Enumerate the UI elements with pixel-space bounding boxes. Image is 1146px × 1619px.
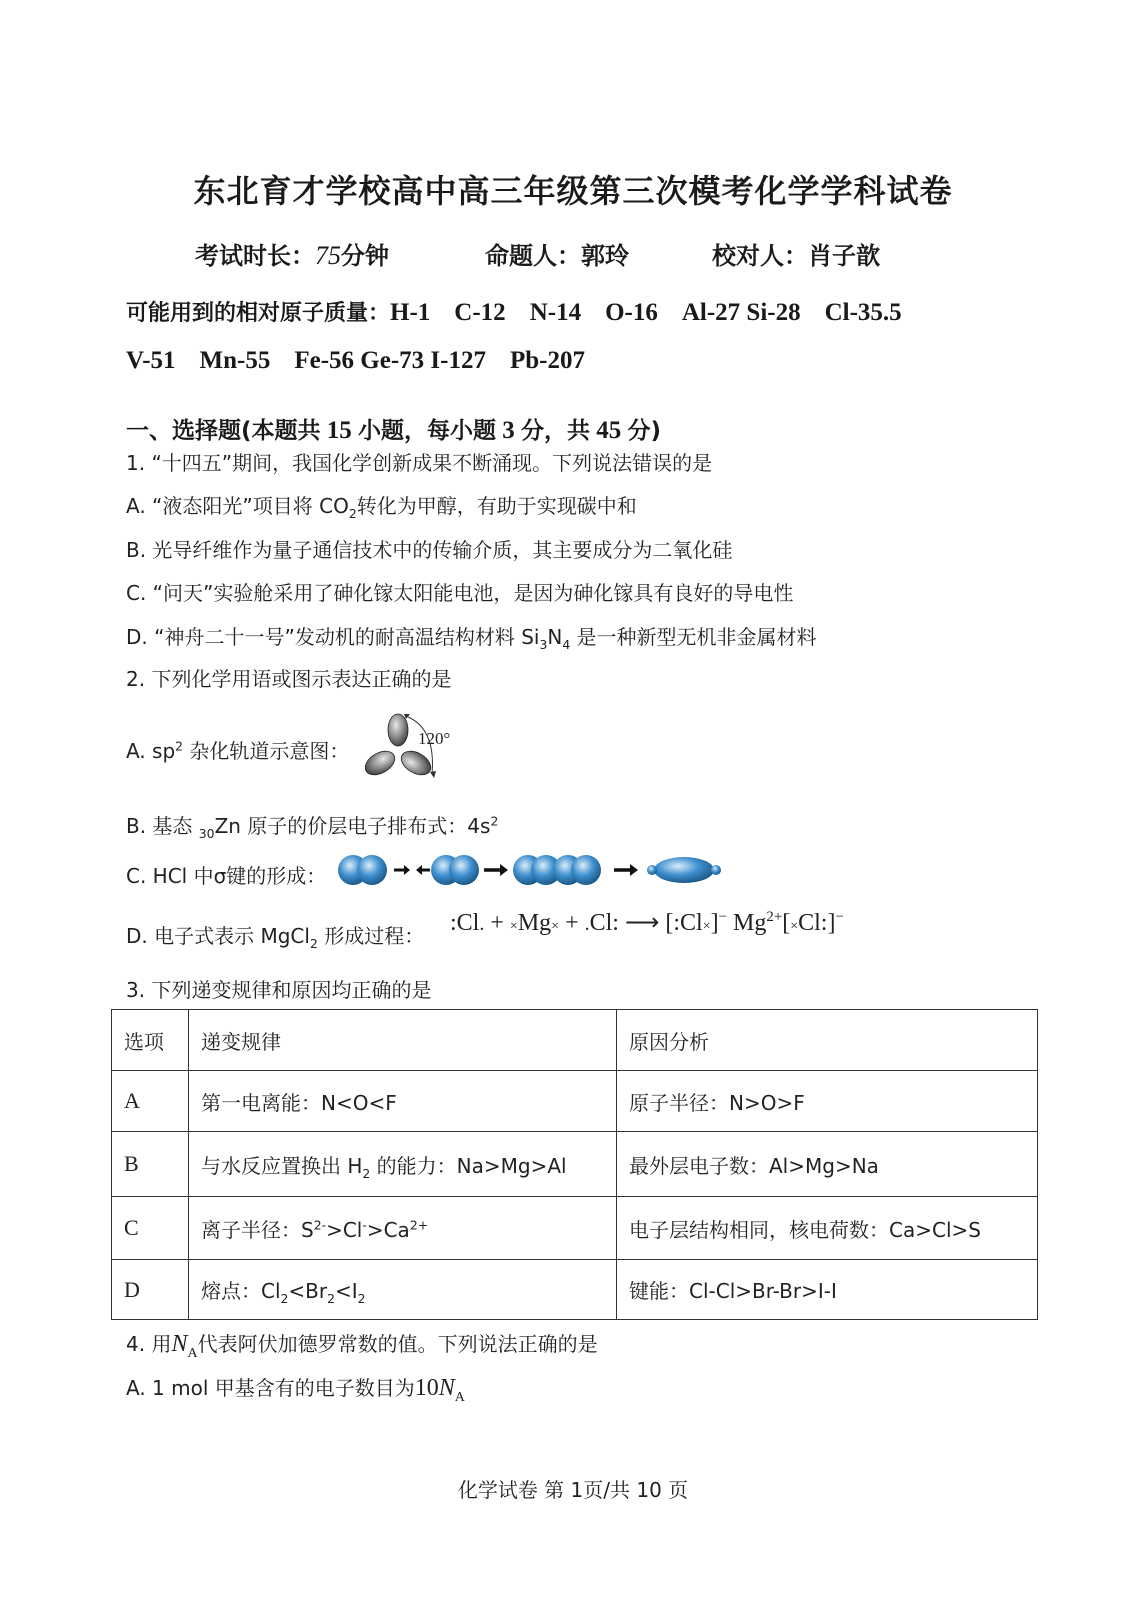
- q3-table: [111, 1009, 1038, 1320]
- q4-option-a: A. 1 mol 甲基含有的电子数目为$10N_A$: [126, 1375, 465, 1405]
- table-cell-reason: 原子半径：N>O>F: [617, 1071, 1038, 1132]
- table-cell-option: B: [112, 1132, 189, 1197]
- sp2-orbital-diagram: [358, 708, 468, 788]
- reaction-arrowhead-2: [630, 864, 638, 876]
- orbital-lobe-top: [388, 714, 408, 746]
- table-cell-rule: 第一电离能：N<O<F: [189, 1071, 617, 1132]
- sigma-bond-small-lobe-right: [711, 865, 721, 875]
- angle-arrowhead: [430, 771, 436, 778]
- plus-sign-2: +: [565, 910, 579, 936]
- cl-atom-1: :Cl.: [450, 910, 485, 936]
- table-row: [112, 1260, 1038, 1320]
- exam-duration: 考试时长：75分钟: [195, 241, 389, 270]
- q2-option-b: B. 基态 $_{30}$Zn 原子的价层电子排布式：$4s^2$: [126, 813, 499, 841]
- cl-ion-1-charge: −: [718, 909, 728, 925]
- mg-ion-charge: 2+: [766, 909, 783, 925]
- exam-title: 东北育才学校高中高三年级第三次模考化学学科试卷: [193, 172, 953, 210]
- table-cell-rule: 熔点：$Cl_2<Br_2<I_2$: [189, 1260, 617, 1320]
- table-cell-reason: 电子层结构相同，核电荷数：Ca>Cl>S: [617, 1197, 1038, 1260]
- approach-arrowhead-2: [416, 865, 422, 875]
- formation-arrow: ⟶: [624, 910, 660, 936]
- table-cell-reason: 最外层电子数：Al>Mg>Na: [617, 1132, 1038, 1197]
- table-cell-reason: 键能：Cl-Cl>Br-Br>I-I: [617, 1260, 1038, 1320]
- table-cell-option: A: [112, 1071, 189, 1132]
- table-row: [112, 1197, 1038, 1260]
- q2-stem: 2. 下列化学用语或图示表达正确的是: [126, 667, 452, 691]
- exam-proofreader: 校对人：肖子歆: [712, 242, 880, 270]
- table-row: [112, 1071, 1038, 1132]
- cl-ion-2-charge: −: [835, 909, 844, 925]
- mg-atom: Mg: [517, 910, 552, 936]
- q1-option-d: D. “神舟二十一号”发动机的耐高温结构材料 $Si_3N_4$ 是一种新型无机非金属材料: [126, 625, 817, 652]
- sigma-bond-formation-diagram: [338, 849, 728, 891]
- cl-p-orbital-right: [449, 855, 479, 885]
- cl-ion-2: Cl: [798, 910, 821, 936]
- table-header-rule: 递变规律: [189, 1010, 617, 1071]
- q1-option-c: C. “问天”实验舱采用了砷化镓太阳能电池，是因为砷化镓具有良好的导电性: [126, 581, 794, 605]
- atomic-mass-line-2: V-51 Mn-55 Fe-56 Ge-73 I-127 Pb-207: [126, 347, 585, 374]
- table-header-option: 选项: [112, 1010, 189, 1071]
- table-cell-option: C: [112, 1197, 189, 1260]
- q4-stem: 4. 用$N_A$代表阿伏加德罗常数的值。下列说法正确的是: [126, 1331, 598, 1361]
- q1-stem: 1. “十四五”期间，我国化学创新成果不断涌现。下列说法错误的是: [126, 451, 713, 475]
- page-footer: 化学试卷 第 1页/共 10 页: [457, 1478, 689, 1502]
- table-header-row: [112, 1010, 1038, 1071]
- cl-ion-1: Cl: [680, 910, 703, 936]
- q1-option-a: A. “液态阳光”项目将 $CO_2$转化为甲醇，有助于实现碳中和: [126, 494, 637, 521]
- plus-sign-1: +: [490, 910, 504, 936]
- reaction-arrowhead-1: [500, 864, 508, 876]
- mg-ion: Mg: [733, 910, 767, 936]
- atomic-mass-line-1: 可能用到的相对原子质量：H-1 C-12 N-14 O-16 Al-27 Si-28 Cl-35.5: [126, 299, 902, 326]
- q1-option-b: B. 光导纤维作为量子通信技术中的传输介质，其主要成分为二氧化硅: [126, 538, 733, 562]
- sigma-bond-small-lobe-left: [647, 865, 657, 875]
- sigma-bond-orbital: [654, 857, 714, 883]
- overlap-orbital-4: [571, 855, 601, 885]
- table-header-reason: 原因分析: [617, 1010, 1038, 1071]
- q2-option-d: D. 电子式表示 MgCl$_2$ 形成过程：: [126, 924, 425, 951]
- q2-option-c: C. HCl 中σ键的形成：: [126, 864, 327, 888]
- orbital-lobe-left: [361, 746, 399, 779]
- approach-arrowhead-1: [404, 865, 410, 875]
- table-cell-rule: 与水反应置换出 $H_2$ 的能力：Na>Mg>Al: [189, 1132, 617, 1197]
- h-s-orbital-2: [357, 855, 387, 885]
- cl-atom-2: Cl: [589, 910, 613, 936]
- section-heading: 一、选择题(本题共 15 小题，每小题 3 分，共 45 分): [126, 417, 662, 444]
- table-cell-option: D: [112, 1260, 189, 1320]
- table-row: [112, 1132, 1038, 1197]
- q2-option-a: A. $sp^2$ 杂化轨道示意图：: [126, 738, 350, 763]
- orbital-lobe-right: [397, 746, 435, 779]
- q3-stem: 3. 下列递变规律和原因均正确的是: [126, 978, 432, 1002]
- exam-author: 命题人：郭玲: [485, 242, 629, 270]
- mgcl2-electron-formula: :Cl. + ×Mg× + .Cl: ⟶ [:Cl×]− $Mg^{2+}[\times Cl:]^-$: [450, 909, 844, 936]
- angle-label: 120°: [418, 729, 451, 748]
- table-cell-rule: 离子半径：$S^{2-}>Cl^->Ca^{2+}$: [189, 1197, 617, 1260]
